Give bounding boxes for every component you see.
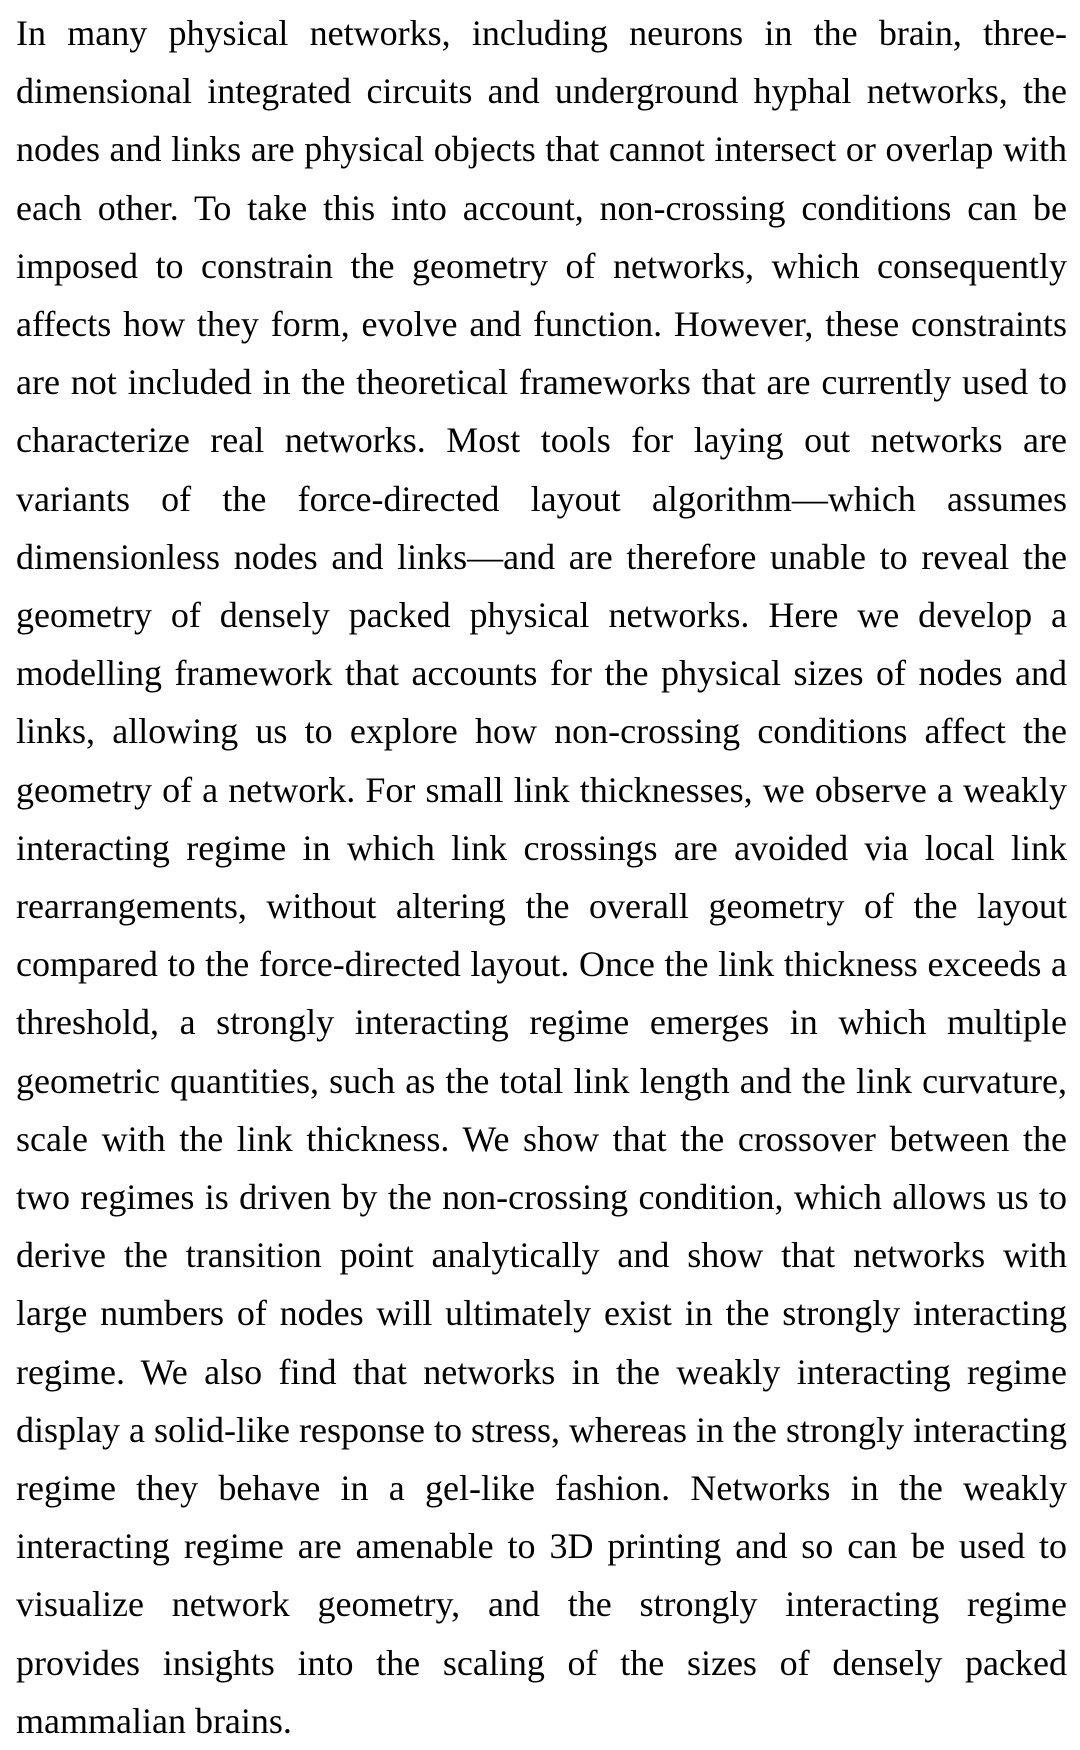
document-page xyxy=(16,4,1067,1750)
abstract-paragraph: In many physical networks, including neurons in the brain, three-dimensional integrated circuits and underground hyphal networks, the nodes and links are physical objects that cannot intersect or overlap with each other. To take this into account, non-crossing conditions can be imposed to constrain the geometry of networks, which consequently affects how they form, evolve and function. However, these constraints are not included in the theoretical frameworks that are currently used to characterize real networks. Most tools for laying out networks are variants of the force-directed layout algorithm—which assumes dimensionless nodes and links—and are therefore unable to reveal the geometry of densely packed physical networks. Here we develop a modelling framework that accounts for the physical sizes of nodes and links, allowing us to explore how non-crossing conditions affect the geometry of a network. For small link thicknesses, we observe a weakly interacting regime in which link crossings are avoided via local link rearrangements, without altering the overall geometry of the layout compared to the force-directed layout. Once the link thickness exceeds a threshold, a strongly interacting regime emerges in which multiple geometric quantities, such as the total link length and the link curvature, scale with the link thickness. We show that the crossover between the two regimes is driven by the non-crossing condition, which allows us to derive the transition point analytically and show that networks with large numbers of nodes will ultimately exist in the strongly interacting regime. We also find that networks in the weakly interacting regime display a solid-like response to stress, whereas in the strongly interacting regime they behave in a gel-like fashion. Networks in the weakly interacting regime are amenable to 3D printing and so can be used to visualize network geometry, and the strongly interacting regime provides insights into the scaling of the sizes of densely packed mammalian brains. xyxy=(16,13,1067,1741)
